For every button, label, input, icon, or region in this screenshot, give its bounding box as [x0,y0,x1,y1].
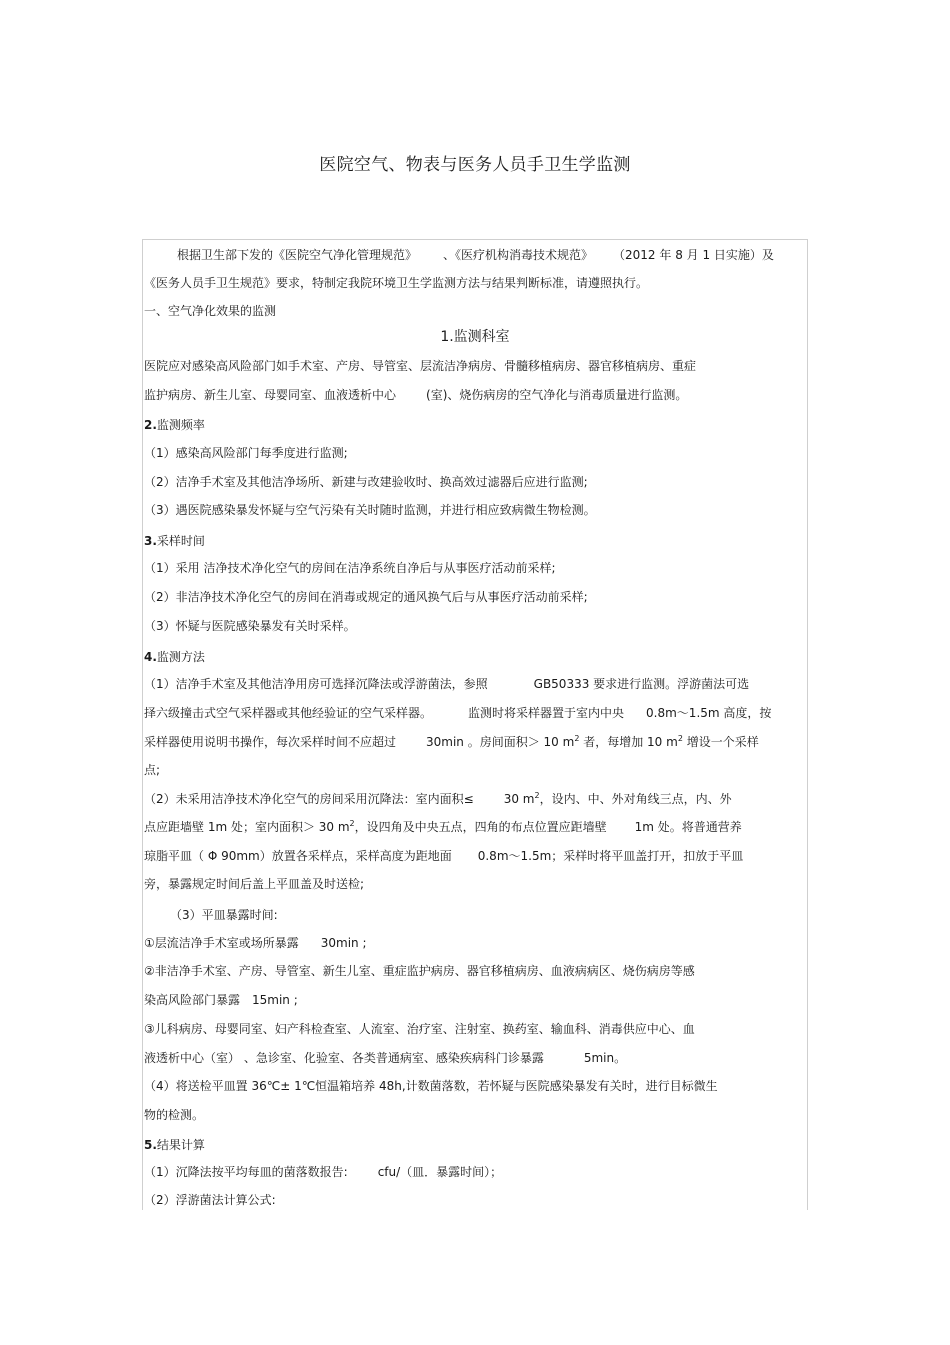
text: 点应距墙壁 1m 处；室内面积＞ 30 m [144,820,350,834]
item-number: 3. [144,534,157,548]
item-heading [144,649,205,665]
text: 者，每增加 10 m [579,735,678,749]
paragraph-line [144,734,759,750]
text: 琼脂平皿（ Φ 90mm）放置各采样点，采样高度为距地面 [144,849,452,863]
text: cfu/（皿．暴露时间）； [377,1165,503,1179]
paragraph-line [144,676,749,692]
text: 增设一个采样 [682,735,759,749]
list-item [144,1164,502,1180]
text: 结果计算 [156,1138,205,1152]
list-item: （2）浮游菌法计算公式: [144,1193,276,1207]
paragraph-line [144,935,367,951]
item-heading [144,417,205,433]
paragraph-line: 物的检测。 [144,1108,205,1122]
text: 15min ; [252,993,298,1007]
paragraph-line [144,819,742,835]
text: 监测方法 [156,650,205,664]
item-number: 5. [144,1138,157,1152]
item-number: 4. [144,650,157,664]
intro-line-1 [177,247,774,263]
list-item: （2）非洁净技术净化空气的房间在消毒或规定的通风换气后与从事医疗活动前采样; [144,590,588,604]
superscript: 2 [677,734,683,743]
superscript: 2 [349,819,355,828]
text: ①层流洁净手术室或场所暴露 [144,936,299,950]
paragraph-line: ②非洁净手术室、产房、导管室、新生儿室、重症监护病房、器官移植病房、血液病病区、烧伤病房等感 [144,964,695,978]
paragraph-line [144,705,771,721]
list-item: （3）遇医院感染暴发怀疑与空气污染有关时随时监测，并进行相应致病微生物检测。 [144,503,596,517]
page-title: 医院空气、物表与医务人员手卫生学监测 [319,155,631,175]
item-heading [144,1137,205,1153]
list-item: （2）洁净手术室及其他洁净场所、新建与改建验收时、换高效过滤器后应进行监测; [144,475,588,489]
intro-text: 根据卫生部下发的《医院空气净化管理规范》 [177,248,418,262]
paragraph-line [144,791,732,807]
item-heading [144,533,205,549]
sub-heading: （3）平皿暴露时间: [170,908,278,922]
text: 染高风险部门暴露 [144,993,241,1007]
paragraph-line: （4）将送检平皿置 36℃± 1℃恒温箱培养 48h,计数菌落数，若怀疑与医院感染暴发有关时，进行目标微生 [144,1079,718,1093]
text: 择六级撞击式空气采样器或其他经验证的空气采样器。 [144,706,433,720]
item-number: 2. [144,418,157,432]
text: （1）沉降法按平均每皿的菌落数报告: [144,1165,348,1179]
text: 监测时将采样器置于室内中央 [468,706,625,720]
intro-text: （2012 年 8 月 1 日实施）及 [613,248,774,262]
text: 0.8m～1.5m 高度，按 [646,706,772,720]
intro-line-2: 《医务人员手卫生规范》要求，特制定我院环境卫生学监测方法与结果判断标准，请遵照执行。 [144,276,649,290]
paragraph-line: 旁，暴露规定时间后盖上平皿盖及时送检; [144,877,365,891]
section-heading: 一、空气净化效果的监测 [144,304,277,318]
text: 30 m [503,792,535,806]
text: 5min。 [583,1051,627,1065]
text: （1）洁净手术室及其他洁净用房可选择沉降法或浮游菌法，参照 [144,677,488,691]
item-heading: 1.监测科室 [440,329,510,345]
text: (室)、烧伤病房的空气净化与消毒质量进行监测。 [426,388,688,402]
paragraph-line: 医院应对感染高风险部门如手术室、产房、导管室、层流洁净病房、骨髓移植病房、器官移植病房、重症 [144,359,697,373]
paragraph-line [144,992,298,1008]
text: 采样器使用说明书操作，每次采样时间不应超过 [144,735,397,749]
paragraph-line: 点; [144,763,161,777]
text: 30min ; [320,936,367,950]
text: 液透析中心（室） 、急诊室、化验室、各类普通病室、感染疾病科门诊暴露 [144,1051,544,1065]
text: （2）未采用洁净技术净化空气的房间采用沉降法：室内面积≤ [144,792,474,806]
text: 30min 。房间面积＞ 10 m [426,735,575,749]
text: 监测频率 [156,418,205,432]
list-item: （3）怀疑与医院感染暴发有关时采样。 [144,619,356,633]
text: 采样时间 [156,534,205,548]
list-item: （1）采用 洁净技术净化空气的房间在洁净系统自净后与从事医疗活动前采样; [144,561,556,575]
superscript: 2 [534,791,540,800]
text: 0.8m～1.5m；采样时将平皿盖打开，扣放于平皿 [477,849,744,863]
text: ，设四角及中央五点，四角的布点位置应距墙壁 [354,820,607,834]
text: GB50333 要求进行监测。浮游菌法可选 [533,677,750,691]
text: 1m 处。将普通营养 [634,820,742,834]
text: ，设内、中、外对角线三点，内、外 [539,792,732,806]
paragraph-line [144,387,687,403]
paragraph-line [144,1050,626,1066]
superscript: 2 [574,734,580,743]
text: 监护病房、新生儿室、母婴同室、血液透析中心 [144,388,397,402]
list-item: （1）感染高风险部门每季度进行监测; [144,446,348,460]
paragraph-line [144,848,743,864]
intro-text: 、《医疗机构消毒技术规范》 [443,248,594,262]
paragraph-line: ③儿科病房、母婴同室、妇产科检查室、人流室、治疗室、注射室、换药室、输血科、消毒供应中心、血 [144,1022,695,1036]
